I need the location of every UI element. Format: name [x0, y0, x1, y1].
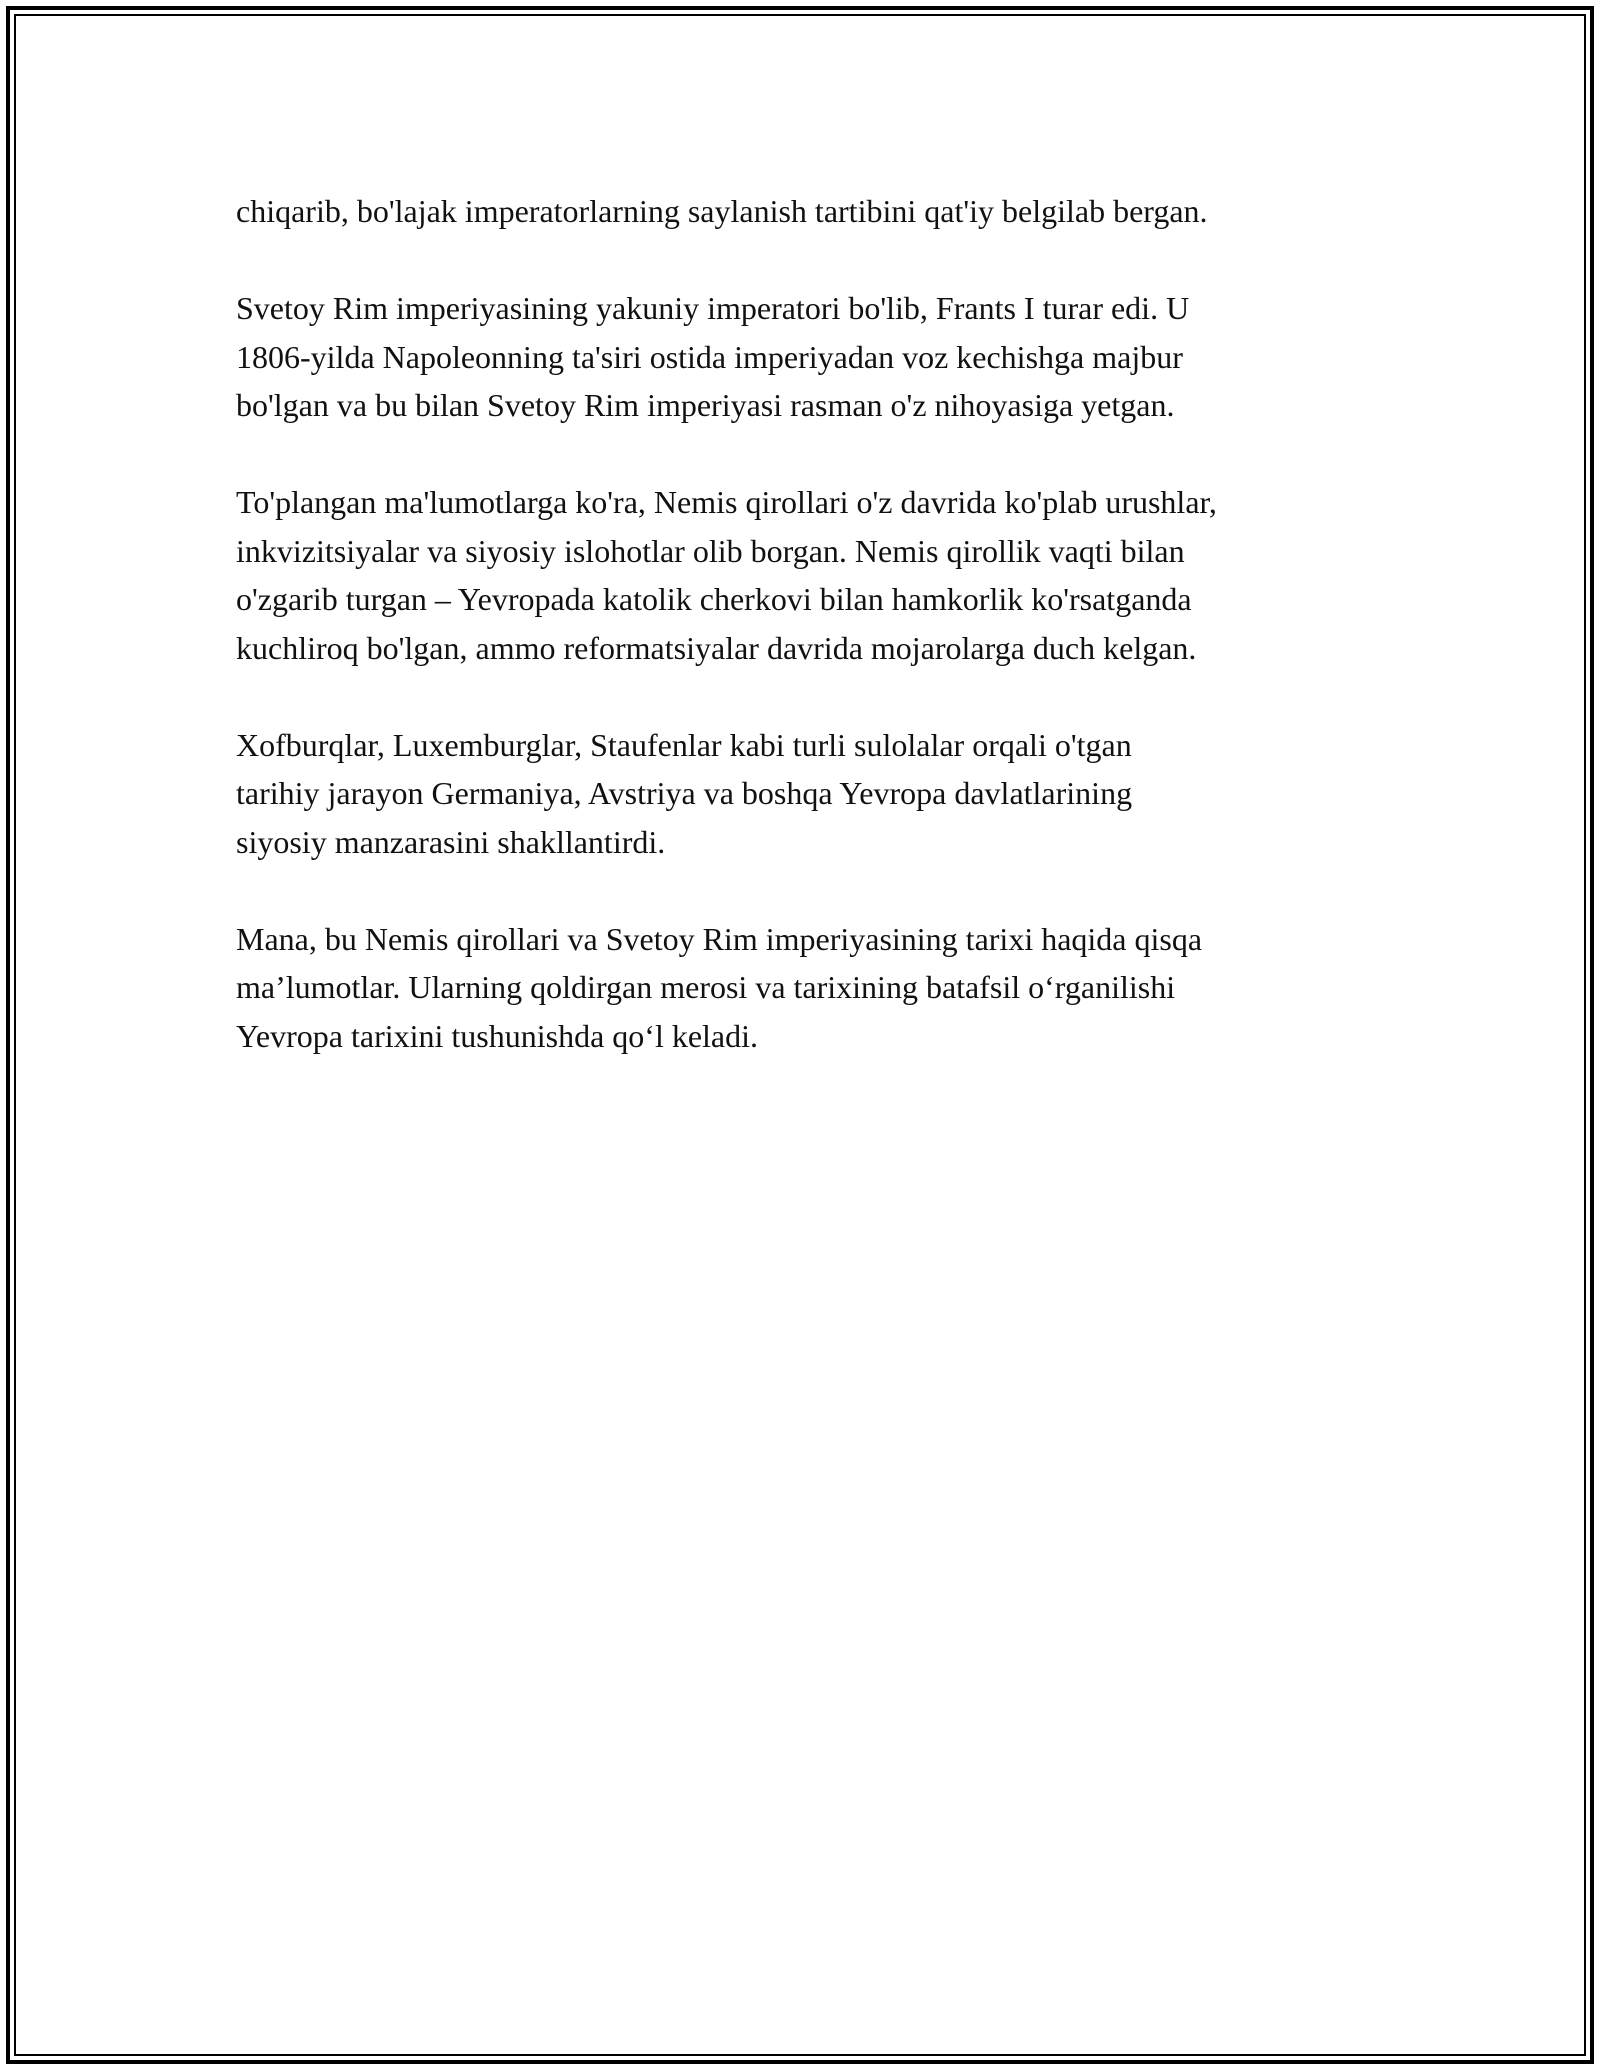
paragraph-5	[236, 915, 1376, 1061]
text-line: 1806-yilda Napoleonning ta'siri ostida imperiyadan voz kechishga majbur	[236, 338, 1183, 375]
text-line: chiqarib, bo'lajak imperatorlarning saylanish tartibini qat'iy belgilab bergan.	[236, 193, 1208, 229]
text-line: kuchliroq bo'lgan, ammo reformatsiyalar davrida mojarolarga duch kelgan.	[236, 629, 1197, 666]
text-line: Mana, bu Nemis qirollari va Svetoy Rim imperiyasining tarixi haqida qisqa	[236, 920, 1203, 957]
text-line: Xofburqlar, Luxemburglar, Staufenlar kabi turli sulolalar orqali o'tgan	[236, 726, 1132, 763]
text-line: Svetoy Rim imperiyasining yakuniy imperatori bo'lib, Frants I turar edi. U	[236, 290, 1190, 326]
text-line: ma’lumotlar. Ularning qoldirgan merosi va tarixining batafsil o‘rganilishi	[236, 969, 1176, 1005]
text-line: siyosiy manzarasini shakllantirdi.	[236, 823, 666, 860]
paragraph-3	[236, 478, 1376, 672]
text-line: To'plangan ma'lumotlarga ko'ra, Nemis qirollari o'z davrida ko'plab urushlar,	[236, 484, 1217, 520]
text-line: Yevropa tarixini tushunishda qo‘l keladi.	[236, 1017, 759, 1054]
paragraph-1	[236, 187, 1376, 236]
text-line: bo'lgan va bu bilan Svetoy Rim imperiyasi rasman o'z nihoyasiga yetgan.	[236, 387, 1175, 423]
text-line: o'zgarib turgan – Yevropada katolik cherkovi bilan hamkorlik ko'rsatganda	[236, 581, 1192, 617]
text-line: tarihiy jarayon Germaniya, Avstriya va boshqa Yevropa davlatlarining	[236, 775, 1133, 811]
text-line: inkvizitsiyalar va siyosiy islohotlar olib borgan. Nemis qirollik vaqti bilan	[236, 532, 1185, 569]
paragraph-4	[236, 721, 1376, 867]
document-body	[236, 187, 1376, 1109]
paragraph-2	[236, 284, 1376, 430]
